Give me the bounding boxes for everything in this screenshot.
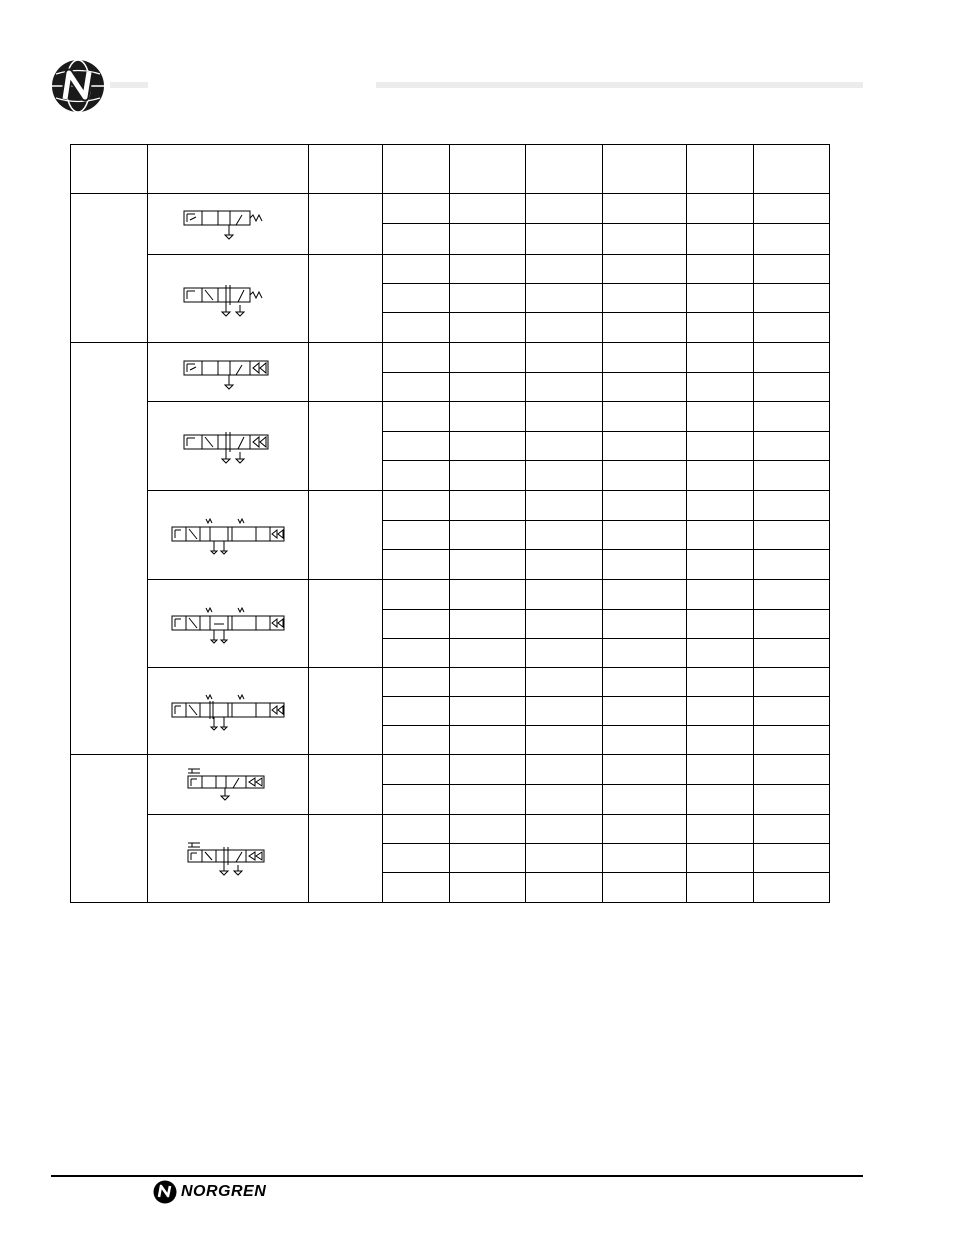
data-cell (687, 521, 754, 550)
table-row (71, 402, 830, 432)
data-cell (754, 402, 830, 432)
valve-5-2-manual-operator-icon (148, 838, 308, 878)
data-cell (603, 255, 687, 284)
data-cell (450, 814, 526, 843)
data-cell (383, 696, 450, 725)
data-cell (754, 609, 830, 638)
data-cell (526, 550, 603, 580)
data-cell (450, 521, 526, 550)
data-cell (450, 313, 526, 343)
valve-3-2-solenoid-spring-return-icon (148, 204, 308, 244)
data-cell (687, 402, 754, 432)
data-cell (687, 461, 754, 491)
data-cell (754, 255, 830, 284)
data-cell (450, 696, 526, 725)
valve-3-2-manual-operator-icon (148, 764, 308, 804)
data-cell (687, 194, 754, 224)
data-cell (383, 638, 450, 667)
header-cell (383, 145, 450, 194)
data-cell (754, 754, 830, 784)
data-cell (754, 432, 830, 461)
data-cell (450, 550, 526, 580)
data-cell (754, 784, 830, 814)
data-cell (526, 343, 603, 373)
table-row (71, 580, 830, 609)
data-cell (754, 284, 830, 313)
data-cell (603, 754, 687, 784)
data-cell (383, 580, 450, 609)
data-cell (603, 609, 687, 638)
data-cell (450, 843, 526, 872)
data-cell (687, 550, 754, 580)
group-label-cell (71, 194, 148, 343)
data-cell (687, 432, 754, 461)
data-cell (603, 667, 687, 696)
data-cell (383, 725, 450, 754)
function-cell (309, 255, 383, 343)
data-cell (450, 872, 526, 902)
table-row (71, 754, 830, 784)
norgren-n-logo-icon (153, 1180, 177, 1204)
data-cell (383, 491, 450, 521)
header-bar-right (376, 82, 863, 88)
data-cell (754, 313, 830, 343)
data-cell (450, 194, 526, 224)
data-cell (754, 343, 830, 373)
data-cell (754, 194, 830, 224)
valve-3-2-double-solenoid-icon (148, 352, 308, 392)
data-cell (526, 313, 603, 343)
data-cell (687, 843, 754, 872)
data-cell (603, 224, 687, 255)
data-cell (526, 491, 603, 521)
data-cell (450, 638, 526, 667)
symbol-cell (148, 580, 309, 667)
data-cell (603, 373, 687, 402)
data-cell (383, 432, 450, 461)
data-cell (383, 843, 450, 872)
header-cell (148, 145, 309, 194)
data-cell (526, 580, 603, 609)
symbol-cell (148, 491, 309, 580)
data-cell (687, 491, 754, 521)
footer-brand: NORGREN (181, 1183, 267, 1200)
data-cell (526, 461, 603, 491)
valve-5-2-solenoid-spring-return-icon (148, 279, 308, 319)
data-cell (450, 373, 526, 402)
data-cell (383, 550, 450, 580)
data-cell (450, 255, 526, 284)
data-cell (383, 343, 450, 373)
data-cell (450, 402, 526, 432)
data-cell (383, 521, 450, 550)
data-cell (603, 284, 687, 313)
data-cell (754, 461, 830, 491)
data-cell (687, 255, 754, 284)
data-cell (526, 521, 603, 550)
function-cell (309, 667, 383, 754)
data-cell (754, 725, 830, 754)
data-cell (754, 638, 830, 667)
data-cell (687, 224, 754, 255)
header-cell (603, 145, 687, 194)
data-cell (526, 754, 603, 784)
data-cell (687, 667, 754, 696)
symbol-cell (148, 255, 309, 343)
function-cell (309, 491, 383, 580)
data-cell (603, 402, 687, 432)
data-cell (603, 432, 687, 461)
data-cell (450, 667, 526, 696)
group-label-cell (71, 343, 148, 754)
valve-5-3-open-centre-icon (148, 600, 308, 648)
function-cell (309, 343, 383, 402)
data-cell (450, 754, 526, 784)
data-cell (383, 667, 450, 696)
header-cell (450, 145, 526, 194)
data-cell (526, 432, 603, 461)
data-cell (687, 373, 754, 402)
data-cell (603, 343, 687, 373)
data-cell (526, 667, 603, 696)
data-cell (754, 580, 830, 609)
symbol-cell (148, 194, 309, 255)
group-label-cell (71, 754, 148, 902)
data-cell (383, 373, 450, 402)
data-cell (450, 580, 526, 609)
data-cell (526, 784, 603, 814)
data-cell (754, 872, 830, 902)
symbol-cell (148, 754, 309, 814)
data-cell (603, 638, 687, 667)
data-cell (687, 343, 754, 373)
data-cell (526, 255, 603, 284)
data-cell (383, 872, 450, 902)
data-cell (754, 224, 830, 255)
valve-5-2-double-solenoid-icon (148, 426, 308, 466)
table-row (71, 814, 830, 843)
data-cell (526, 696, 603, 725)
data-cell (603, 461, 687, 491)
data-cell (603, 491, 687, 521)
header-cell (754, 145, 830, 194)
valve-spec-table (70, 144, 830, 903)
data-cell (754, 550, 830, 580)
function-cell (309, 194, 383, 255)
data-cell (754, 373, 830, 402)
footer-logo (153, 1180, 266, 1204)
data-cell (687, 725, 754, 754)
function-cell (309, 754, 383, 814)
data-cell (754, 491, 830, 521)
data-cell (687, 814, 754, 843)
function-cell (309, 402, 383, 491)
data-cell (450, 284, 526, 313)
data-cell (450, 461, 526, 491)
footer-rule (51, 1175, 863, 1177)
data-cell (526, 224, 603, 255)
data-cell (526, 402, 603, 432)
data-cell (383, 402, 450, 432)
data-cell (754, 696, 830, 725)
data-cell (603, 550, 687, 580)
data-cell (687, 696, 754, 725)
data-cell (687, 284, 754, 313)
data-cell (526, 284, 603, 313)
data-cell (450, 609, 526, 638)
data-cell (383, 461, 450, 491)
data-cell (687, 580, 754, 609)
symbol-cell (148, 667, 309, 754)
data-cell (383, 284, 450, 313)
data-cell (603, 194, 687, 224)
data-cell (383, 255, 450, 284)
data-cell (687, 609, 754, 638)
function-cell (309, 580, 383, 667)
data-cell (383, 224, 450, 255)
data-cell (383, 814, 450, 843)
norgren-globe-logo-icon (51, 59, 105, 113)
data-cell (603, 872, 687, 902)
data-cell (754, 843, 830, 872)
data-cell (603, 696, 687, 725)
function-cell (309, 814, 383, 902)
data-cell (526, 609, 603, 638)
data-cell (603, 814, 687, 843)
data-cell (687, 638, 754, 667)
data-cell (450, 224, 526, 255)
data-cell (687, 754, 754, 784)
data-cell (450, 432, 526, 461)
data-cell (526, 638, 603, 667)
data-cell (383, 194, 450, 224)
data-cell (603, 784, 687, 814)
data-cell (450, 491, 526, 521)
data-cell (383, 609, 450, 638)
data-cell (450, 343, 526, 373)
data-cell (383, 313, 450, 343)
data-cell (603, 725, 687, 754)
data-cell (526, 373, 603, 402)
data-cell (450, 784, 526, 814)
data-cell (754, 814, 830, 843)
table-row (71, 194, 830, 224)
data-cell (526, 814, 603, 843)
header-cell (71, 145, 148, 194)
header-cell (687, 145, 754, 194)
data-cell (687, 784, 754, 814)
data-cell (603, 580, 687, 609)
data-cell (754, 667, 830, 696)
valve-5-3-pressure-centre-icon (148, 687, 308, 735)
data-cell (450, 725, 526, 754)
valve-5-3-closed-centre-icon (148, 511, 308, 559)
data-cell (687, 872, 754, 902)
symbol-cell (148, 814, 309, 902)
data-cell (526, 843, 603, 872)
data-cell (603, 521, 687, 550)
data-cell (754, 521, 830, 550)
table-row (71, 491, 830, 521)
data-cell (526, 872, 603, 902)
table-row (71, 255, 830, 284)
header-cell (309, 145, 383, 194)
header-cell (526, 145, 603, 194)
data-cell (383, 754, 450, 784)
data-cell (526, 725, 603, 754)
symbol-cell (148, 402, 309, 491)
data-cell (603, 843, 687, 872)
data-cell (526, 194, 603, 224)
data-cell (687, 313, 754, 343)
header-bar-left (110, 82, 148, 88)
table-header-row (71, 145, 830, 194)
table-row (71, 343, 830, 373)
data-cell (603, 313, 687, 343)
symbol-cell (148, 343, 309, 402)
data-cell (383, 784, 450, 814)
table-row (71, 667, 830, 696)
